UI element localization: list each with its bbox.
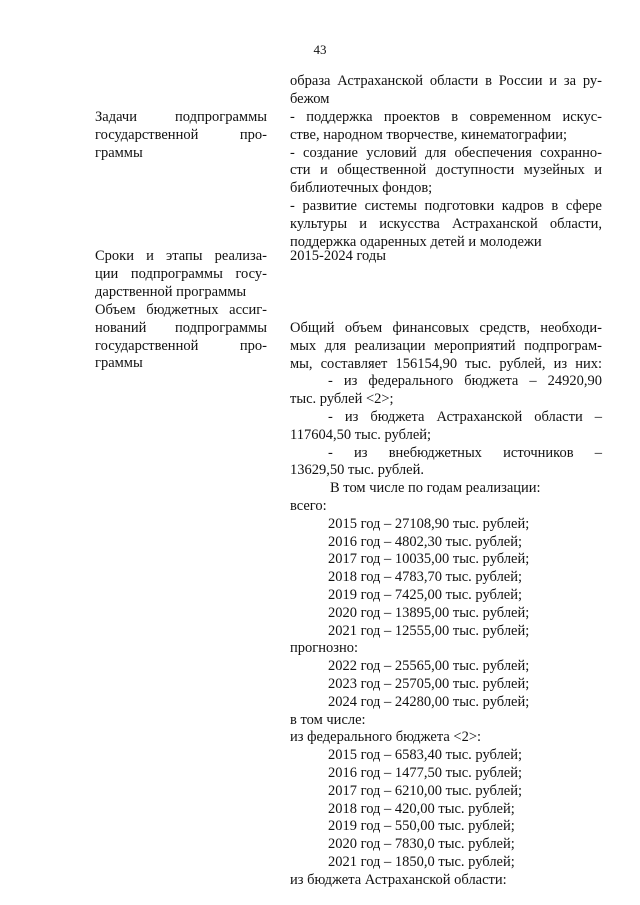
- timing-label-line: Сроки и этапы реализа-: [95, 248, 267, 264]
- budget-label-line: Объем бюджетных ассиг-: [95, 302, 267, 318]
- budget-extra-line: 13629,50 тыс. рублей.: [290, 462, 424, 479]
- federal-year-line: 2020 год – 7830,0 тыс. рублей;: [328, 836, 515, 853]
- federal-year-line: 2015 год – 6583,40 тыс. рублей;: [328, 747, 523, 764]
- continuation-line: образа Астраханской области в России и за ру-: [290, 73, 602, 89]
- forecast-year-line: 2022 год – 25565,00 тыс. рублей;: [328, 658, 530, 675]
- task-line: - создание условий для обеспечения сохранно-: [290, 144, 602, 161]
- continuation-text: [290, 73, 602, 109]
- regional-heading: из бюджета Астраханской области:: [290, 871, 507, 888]
- total-label: всего:: [290, 497, 327, 514]
- budget-intro-line: мых для реализации мероприятий подпрограм-: [290, 337, 602, 354]
- total-year-line: 2020 год – 13895,00 тыс. рублей;: [328, 604, 530, 621]
- timing-label-line: ции подпрограммы госу-: [95, 265, 267, 282]
- timing-label: [95, 248, 267, 301]
- total-year-line: 2016 год – 4802,30 тыс. рублей;: [328, 533, 523, 550]
- timing-value: [290, 248, 602, 266]
- task-line: поддержка одаренных детей и молодежи: [290, 233, 542, 250]
- budget-regional-line: - из бюджета Астраханской области –: [328, 408, 602, 425]
- tasks-label-line: государственной про-: [95, 126, 267, 143]
- total-year-line: 2015 год – 27108,90 тыс. рублей;: [328, 515, 530, 532]
- budget-regional-line: 117604,50 тыс. рублей;: [290, 426, 432, 443]
- total-years-list: [290, 516, 602, 641]
- budget-details: [290, 302, 602, 890]
- total-year-line: 2017 год – 10035,00 тыс. рублей;: [328, 551, 530, 568]
- budget-label-line: нований подпрограммы: [95, 319, 267, 336]
- federal-year-line: 2017 год – 6210,00 тыс. рублей;: [328, 782, 523, 799]
- task-line: - поддержка проектов в современном искус-: [290, 109, 602, 125]
- forecast-year-line: 2023 год – 25705,00 тыс. рублей;: [328, 675, 530, 692]
- budget-federal-line: тыс. рублей <2>;: [290, 391, 394, 408]
- including-label: в том числе:: [290, 711, 366, 728]
- forecast-year-line: 2024 год – 24280,00 тыс. рублей;: [328, 693, 530, 710]
- budget-intro-line: мы, составляет 156154,90 тыс. рублей, из них:: [290, 355, 602, 372]
- forecast-years-list: [290, 658, 602, 711]
- federal-year-line: 2018 год – 420,00 тыс. рублей;: [328, 800, 515, 817]
- forecast-label: прогнозно:: [290, 640, 358, 657]
- total-year-line: 2021 год – 12555,00 тыс. рублей;: [328, 622, 530, 639]
- task-line: стве, народном творчестве, кинематографии;: [290, 126, 568, 143]
- total-year-line: 2019 год – 7425,00 тыс. рублей;: [328, 586, 523, 603]
- federal-year-line: 2016 год – 1477,50 тыс. рублей;: [328, 764, 523, 781]
- federal-years-list: [290, 747, 602, 872]
- budget-label-line: государственной про-: [95, 337, 267, 354]
- task-line: культуры и искусства Астраханской области,: [290, 215, 602, 232]
- budget-intro-line: Общий объем финансовых средств, необходи-: [290, 320, 602, 336]
- budget-federal-line: - из федерального бюджета – 24920,90: [328, 373, 602, 390]
- budget-label: [95, 302, 267, 373]
- task-line: - развитие системы подготовки кадров в сфере: [290, 197, 602, 214]
- federal-year-line: 2019 год – 550,00 тыс. рублей;: [328, 818, 515, 835]
- page-number: 43: [313, 42, 327, 57]
- continuation-line: бежом: [290, 90, 330, 107]
- timing-label-line: дарственной программы: [95, 283, 247, 300]
- tasks-label: [95, 109, 267, 162]
- task-line: библиотечных фондов;: [290, 180, 433, 197]
- tasks-list: [290, 109, 602, 251]
- total-year-line: 2018 год – 4783,70 тыс. рублей;: [328, 569, 523, 586]
- tasks-label-line: Задачи подпрограммы: [95, 109, 267, 125]
- by-years-heading: В том числе по годам реализации:: [330, 480, 541, 497]
- budget-label-line: граммы: [95, 355, 143, 372]
- timing-value-text: 2015-2024 годы: [290, 248, 386, 264]
- budget-extra-line: - из внебюджетных источников –: [328, 444, 602, 461]
- federal-year-line: 2021 год – 1850,0 тыс. рублей;: [328, 853, 515, 870]
- federal-heading: из федерального бюджета <2>:: [290, 729, 482, 746]
- tasks-label-line: граммы: [95, 144, 143, 161]
- task-line: сти и общественной доступности музейных и: [290, 162, 602, 179]
